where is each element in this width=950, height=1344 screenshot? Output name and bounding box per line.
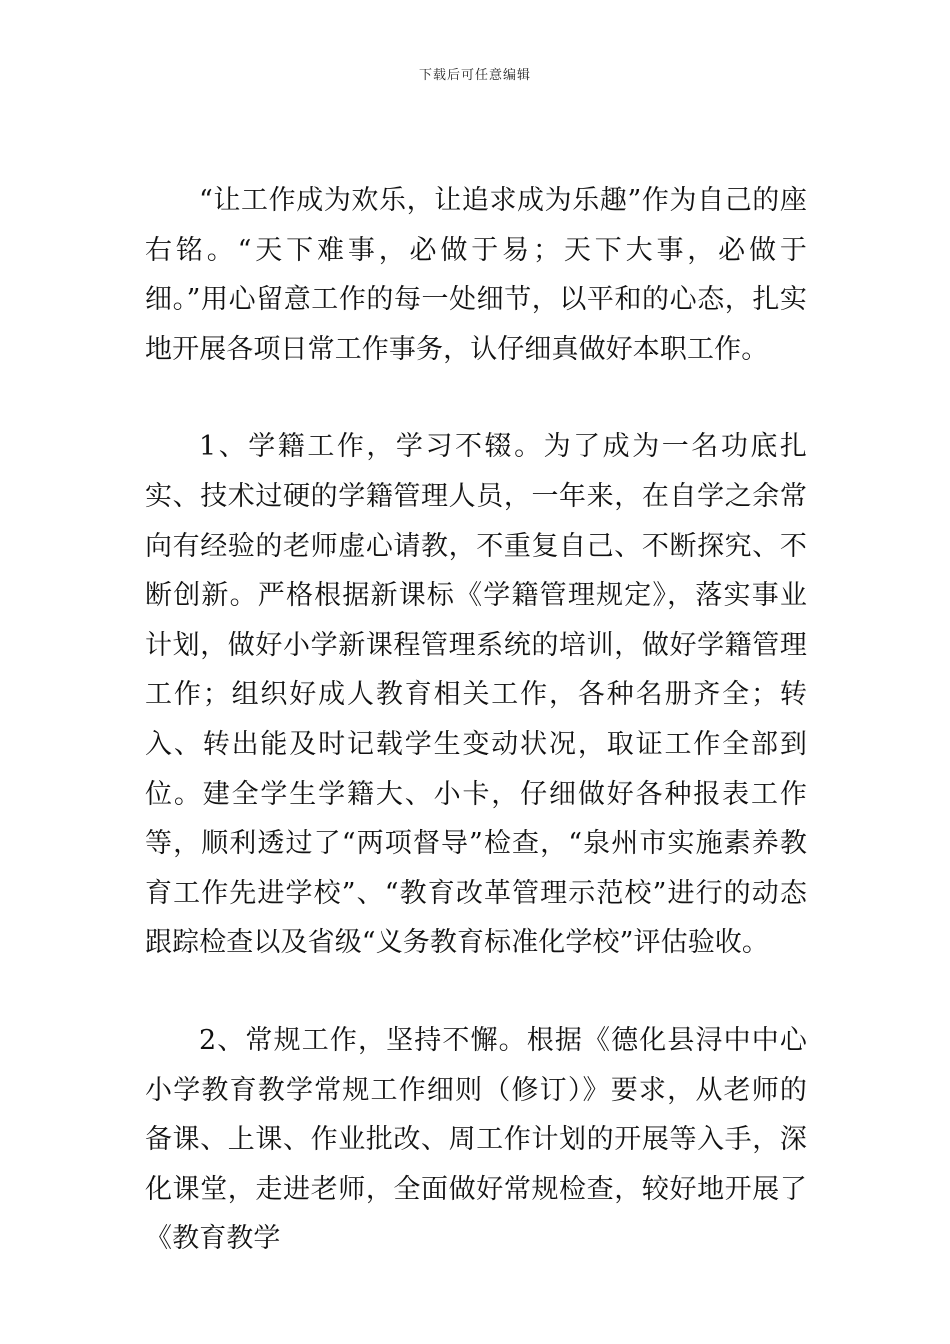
paragraph-motto: “让工作成为欢乐，让追求成为乐趣”作为自己的座右铭。“天下难事，必做于易；天下大事，必做于细。”用心留意工作的每一处细节，以平和的心态，扎实地开展各项日常工作事务，认仔细真做好本职工作。 — [145, 185, 807, 365]
paragraph-student-records: 1、学籍工作，学习不辍。为了成为一名功底扎实、技术过硬的学籍管理人员，一年来，在自学之余常向有经验的老师虚心请教，不重复自己、不断探究、不断创新。严格根据新课标《学籍管理规定》，落实事业计划，做好小学新课程管理系统的培训，做好学籍管理工作；组织好成人教育相关工作，各种名册齐全；转入、转出能及时记载学生变动状况，取证工作全部到位。建全学生学籍大、小卡，仔细做好各种报表工作等，顺利透过了“两项督导”检查，“泉州市实施素养教育工作先进学校”、“教育改革管理示范校”进行的动态跟踪检查以及省级“义务教育标准化学校”评估验收。 — [145, 431, 807, 959]
paragraph-routine-work: 2、常规工作，坚持不懈。根据《德化县浔中中心小学教育教学常规工作细则（修订）》要求，从老师的备课、上课、作业批改、周工作计划的开展等入手，深化课堂，走进老师，全面做好常规检查，较好地开展了《教育教学 — [145, 1024, 807, 1255]
header-note: 下载后可任意编辑 — [418, 68, 531, 83]
document-body — [145, 176, 807, 1312]
